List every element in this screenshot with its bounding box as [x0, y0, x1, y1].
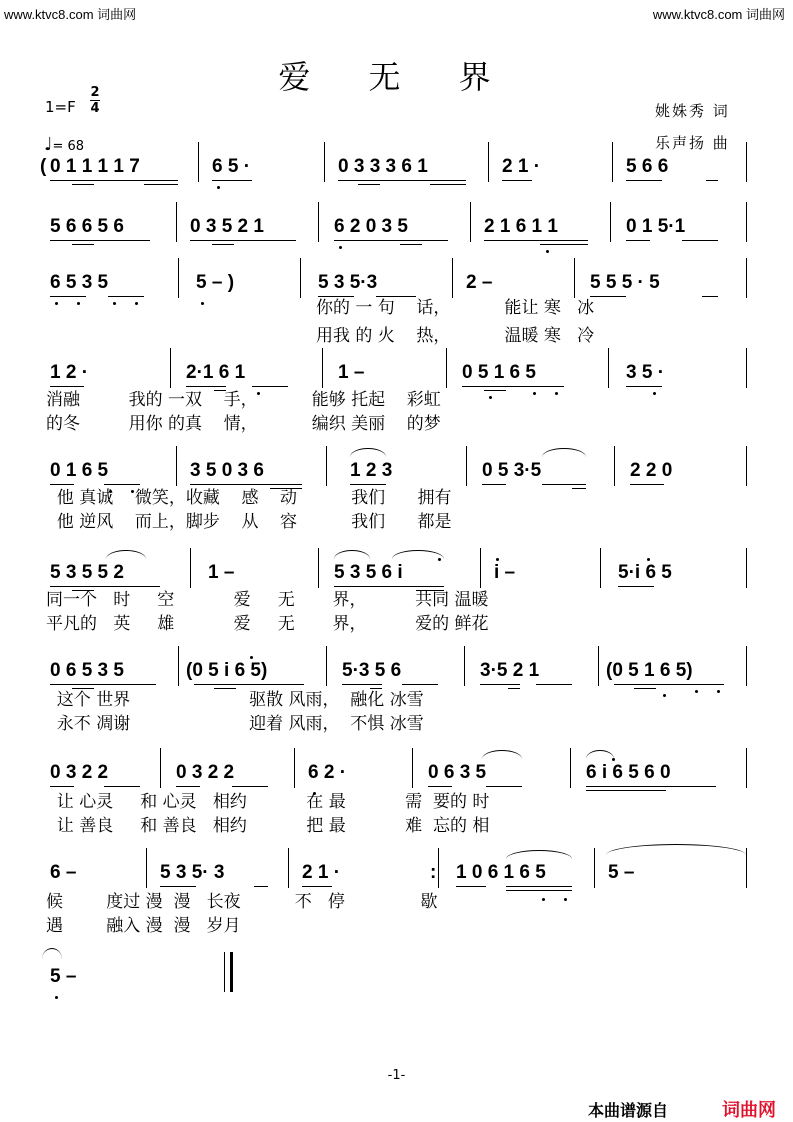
source-label: 本曲谱源自 [588, 1101, 669, 1120]
lyric-row-7-verse-1: 这个 世界 驱散 风雨， 融化 冰雪 [46, 690, 424, 710]
time-signature [90, 86, 100, 115]
song-title: 爱 无 界 [278, 58, 515, 96]
source-site-logo: 词曲网 [722, 1100, 776, 1121]
lyric-row-6-verse-2: 平凡的 英 雄 爱 无 界， 爱的 鲜花 [46, 614, 489, 634]
note-row-text: 0 1 1 1 1 7 [50, 156, 140, 177]
lyric-row-8-verse-1: 让 心灵 和 心灵 相约 在 最 需 要的 时 [46, 792, 490, 812]
watermark-right: www.ktvc8.com 词曲网 [652, 7, 785, 22]
tempo-mark: ♩= 68 [44, 134, 85, 155]
lyric-row-9-verse-1: 候 度过 漫 漫 长夜 不 停 歇 [46, 892, 438, 912]
quarter-note-icon: ♩ [44, 134, 53, 155]
repeat-sign: : [430, 862, 437, 883]
watermark-left: www.ktvc8.com 词曲网 [4, 7, 137, 22]
lyricist-credit: 姚姝秀 词 [655, 102, 730, 120]
lyric-row-8-verse-2: 让 善良 和 善良 相约 把 最 难 忘的 相 [46, 816, 490, 836]
page-number: -1- [387, 1068, 406, 1083]
bracket-open: ( [40, 156, 47, 177]
key-signature: 1=F [45, 98, 76, 116]
lyric-row-5-verse-2: 他 逆风 而上，脚步 从 容 我们 都是 [46, 512, 452, 532]
lyric-row-6-verse-1: 同一个 时 空 爱 无 界， 共同 温暖 [46, 590, 489, 610]
lyric-row-9-verse-2: 遇 融入 漫 漫 岁月 [46, 916, 241, 936]
lyric-row-5-verse-1: 他 真诚 微笑，收藏 感 动 我们 拥有 [46, 488, 452, 508]
time-top: 2 [90, 85, 100, 100]
composer-credit: 乐声扬 曲 [655, 134, 730, 152]
notes-row-1: ( 0 1 1 1 1 7 6 5 · 0 3 3 3 6 1 2 1 · 5 6 6 [46, 156, 750, 180]
lyric-row-4-verse-1: 消融 我的 一双 手， 能够 托起 彩虹 [46, 390, 441, 410]
lyric-row-3-verse-1: 你的 一 句 话， 能让 寒 冰 [316, 298, 595, 318]
lyric-row-7-verse-2: 永不 凋谢 迎着 风雨， 不惧 冰雪 [46, 714, 424, 734]
lyric-row-3-verse-2: 用我 的 火 热， 温暖 寒 冷 [316, 326, 595, 346]
time-bottom: 4 [90, 101, 100, 116]
lyric-row-4-verse-2: 的冬 用你 的真 情， 编织 美丽 的梦 [46, 414, 441, 434]
